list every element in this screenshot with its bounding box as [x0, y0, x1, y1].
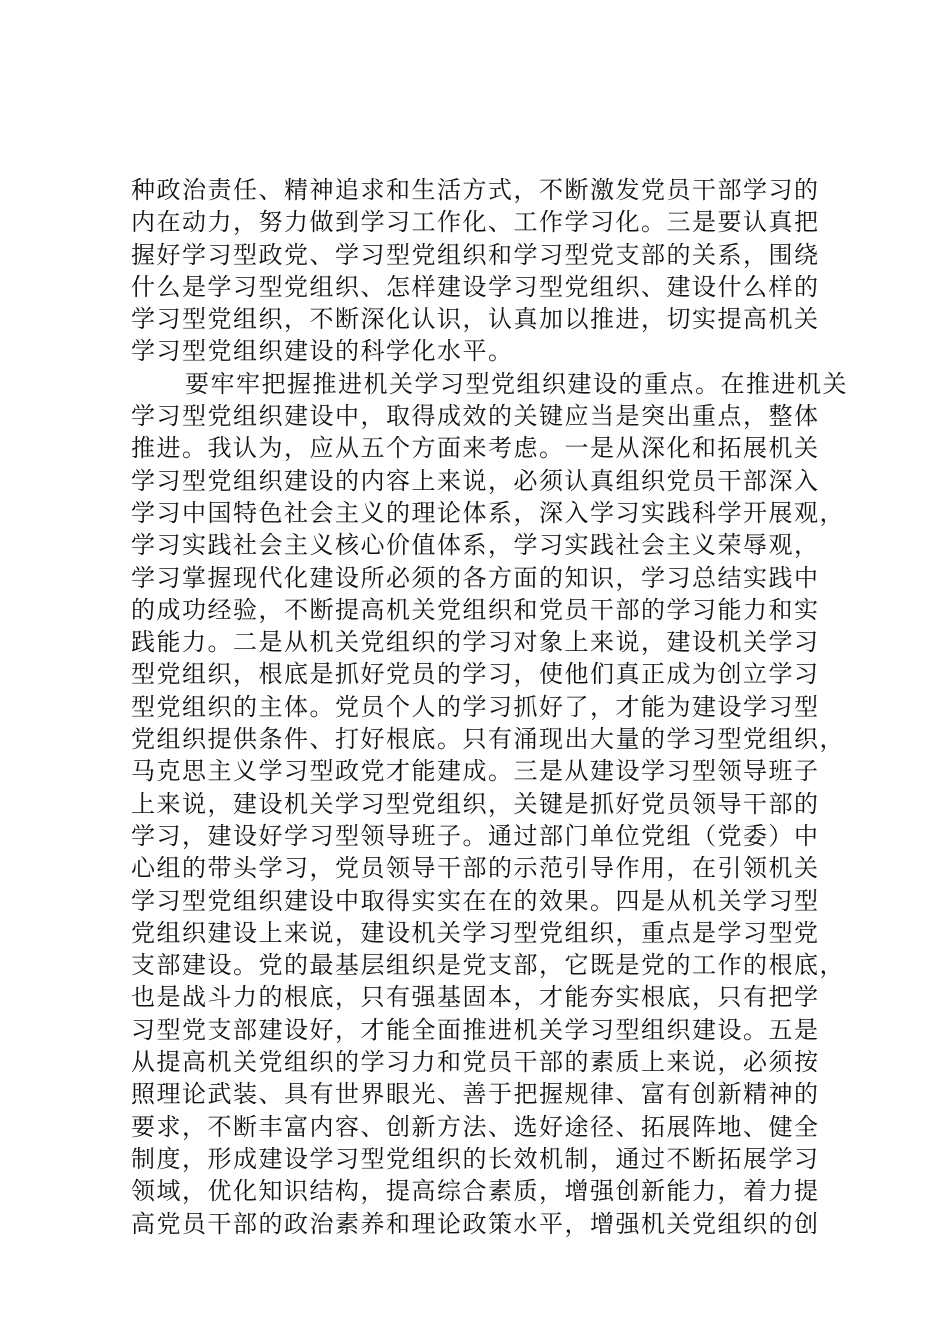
text-line: 型党组织，根底是抓好党员的学习，使他们真正成为创立学习 — [131, 660, 820, 689]
text-line: 要求，不断丰富内容、创新方法、选好途径、拓展阵地、健全 — [131, 1112, 820, 1141]
body-text — [131, 174, 848, 1240]
text-line: 党组织提供条件、打好根底。只有涌现出大量的学习型党组织， — [131, 725, 845, 754]
text-line: 学习中国特色社会主义的理论体系，深入学习实践科学开展观， — [131, 498, 845, 527]
text-line: 的成功经验，不断提高机关党组织和党员干部的学习能力和实 — [131, 595, 820, 624]
text-line: 学习，建设好学习型领导班子。通过部门单位党组（党委）中 — [131, 821, 820, 850]
text-line: 学习型党组织建设中，取得成效的关键应当是突出重点，整体 — [131, 402, 820, 431]
text-line: 学习型党组织，不断深化认识，认真加以推进，切实提高机关 — [131, 305, 820, 334]
text-line: 握好学习型政党、学习型党组织和学习型党支部的关系，围绕 — [131, 240, 820, 269]
text-line: 学习掌握现代化建设所必须的各方面的知识，学习总结实践中 — [131, 563, 820, 592]
text-line: 学习实践社会主义核心价值体系，学习实践社会主义荣辱观， — [131, 531, 820, 560]
text-line: 党组织建设上来说，建设机关学习型党组织，重点是学习型党 — [131, 918, 820, 947]
text-line: 领域，优化知识结构，提高综合素质，增强创新能力，着力提 — [131, 1177, 820, 1206]
text-line: 高党员干部的政治素养和理论政策水平，增强机关党组织的创 — [131, 1209, 820, 1238]
text-line: 内在动力，努力做到学习工作化、工作学习化。三是要认真把 — [131, 208, 820, 237]
text-line: 学习型党组织建设的内容上来说，必须认真组织党员干部深入 — [131, 466, 820, 495]
text-line: 上来说，建设机关学习型党组织，关键是抓好党员领导干部的 — [131, 789, 820, 818]
text-line: 什么是学习型党组织、怎样建设学习型党组织、建设什么样的 — [131, 272, 820, 301]
text-line: 心组的带头学习，党员领导干部的示范引导作用，在引领机关 — [131, 854, 820, 883]
text-line: 马克思主义学习型政党才能建成。三是从建设学习型领导班子 — [131, 757, 820, 786]
text-line: 制度，形成建设学习型党组织的长效机制，通过不断拓展学习 — [131, 1144, 820, 1173]
text-line: 照理论武装、具有世界眼光、善于把握规律、富有创新精神的 — [131, 1080, 820, 1109]
text-line: 学习型党组织建设中取得实实在在的效果。四是从机关学习型 — [131, 886, 820, 915]
text-line: 从提高机关党组织的学习力和党员干部的素质上来说，必须按 — [131, 1048, 820, 1077]
text-line: 支部建设。党的最基层组织是党支部，它既是党的工作的根底， — [131, 951, 845, 980]
paragraph-2 — [131, 368, 848, 1240]
text-line: 也是战斗力的根底，只有强基固本，才能夯实根底，只有把学 — [131, 983, 820, 1012]
text-line: 推进。我认为，应从五个方面来考虑。一是从深化和拓展机关 — [131, 434, 820, 463]
text-line: 种政治责任、精神追求和生活方式，不断激发党员干部学习的 — [131, 176, 820, 204]
text-line: 要牢牢把握推进机关学习型党组织建设的重点。在推进机关 — [185, 369, 848, 398]
text-line: 践能力。二是从机关党组织的学习对象上来说，建设机关学习 — [131, 628, 820, 657]
paragraph-1 — [131, 174, 831, 368]
text-line: 学习型党组织建设的科学化水平。 — [131, 337, 514, 366]
text-line: 型党组织的主体。党员个人的学习抓好了，才能为建设学习型 — [131, 692, 820, 721]
text-line: 习型党支部建设好，才能全面推进机关学习型组织建设。五是 — [131, 1015, 820, 1044]
